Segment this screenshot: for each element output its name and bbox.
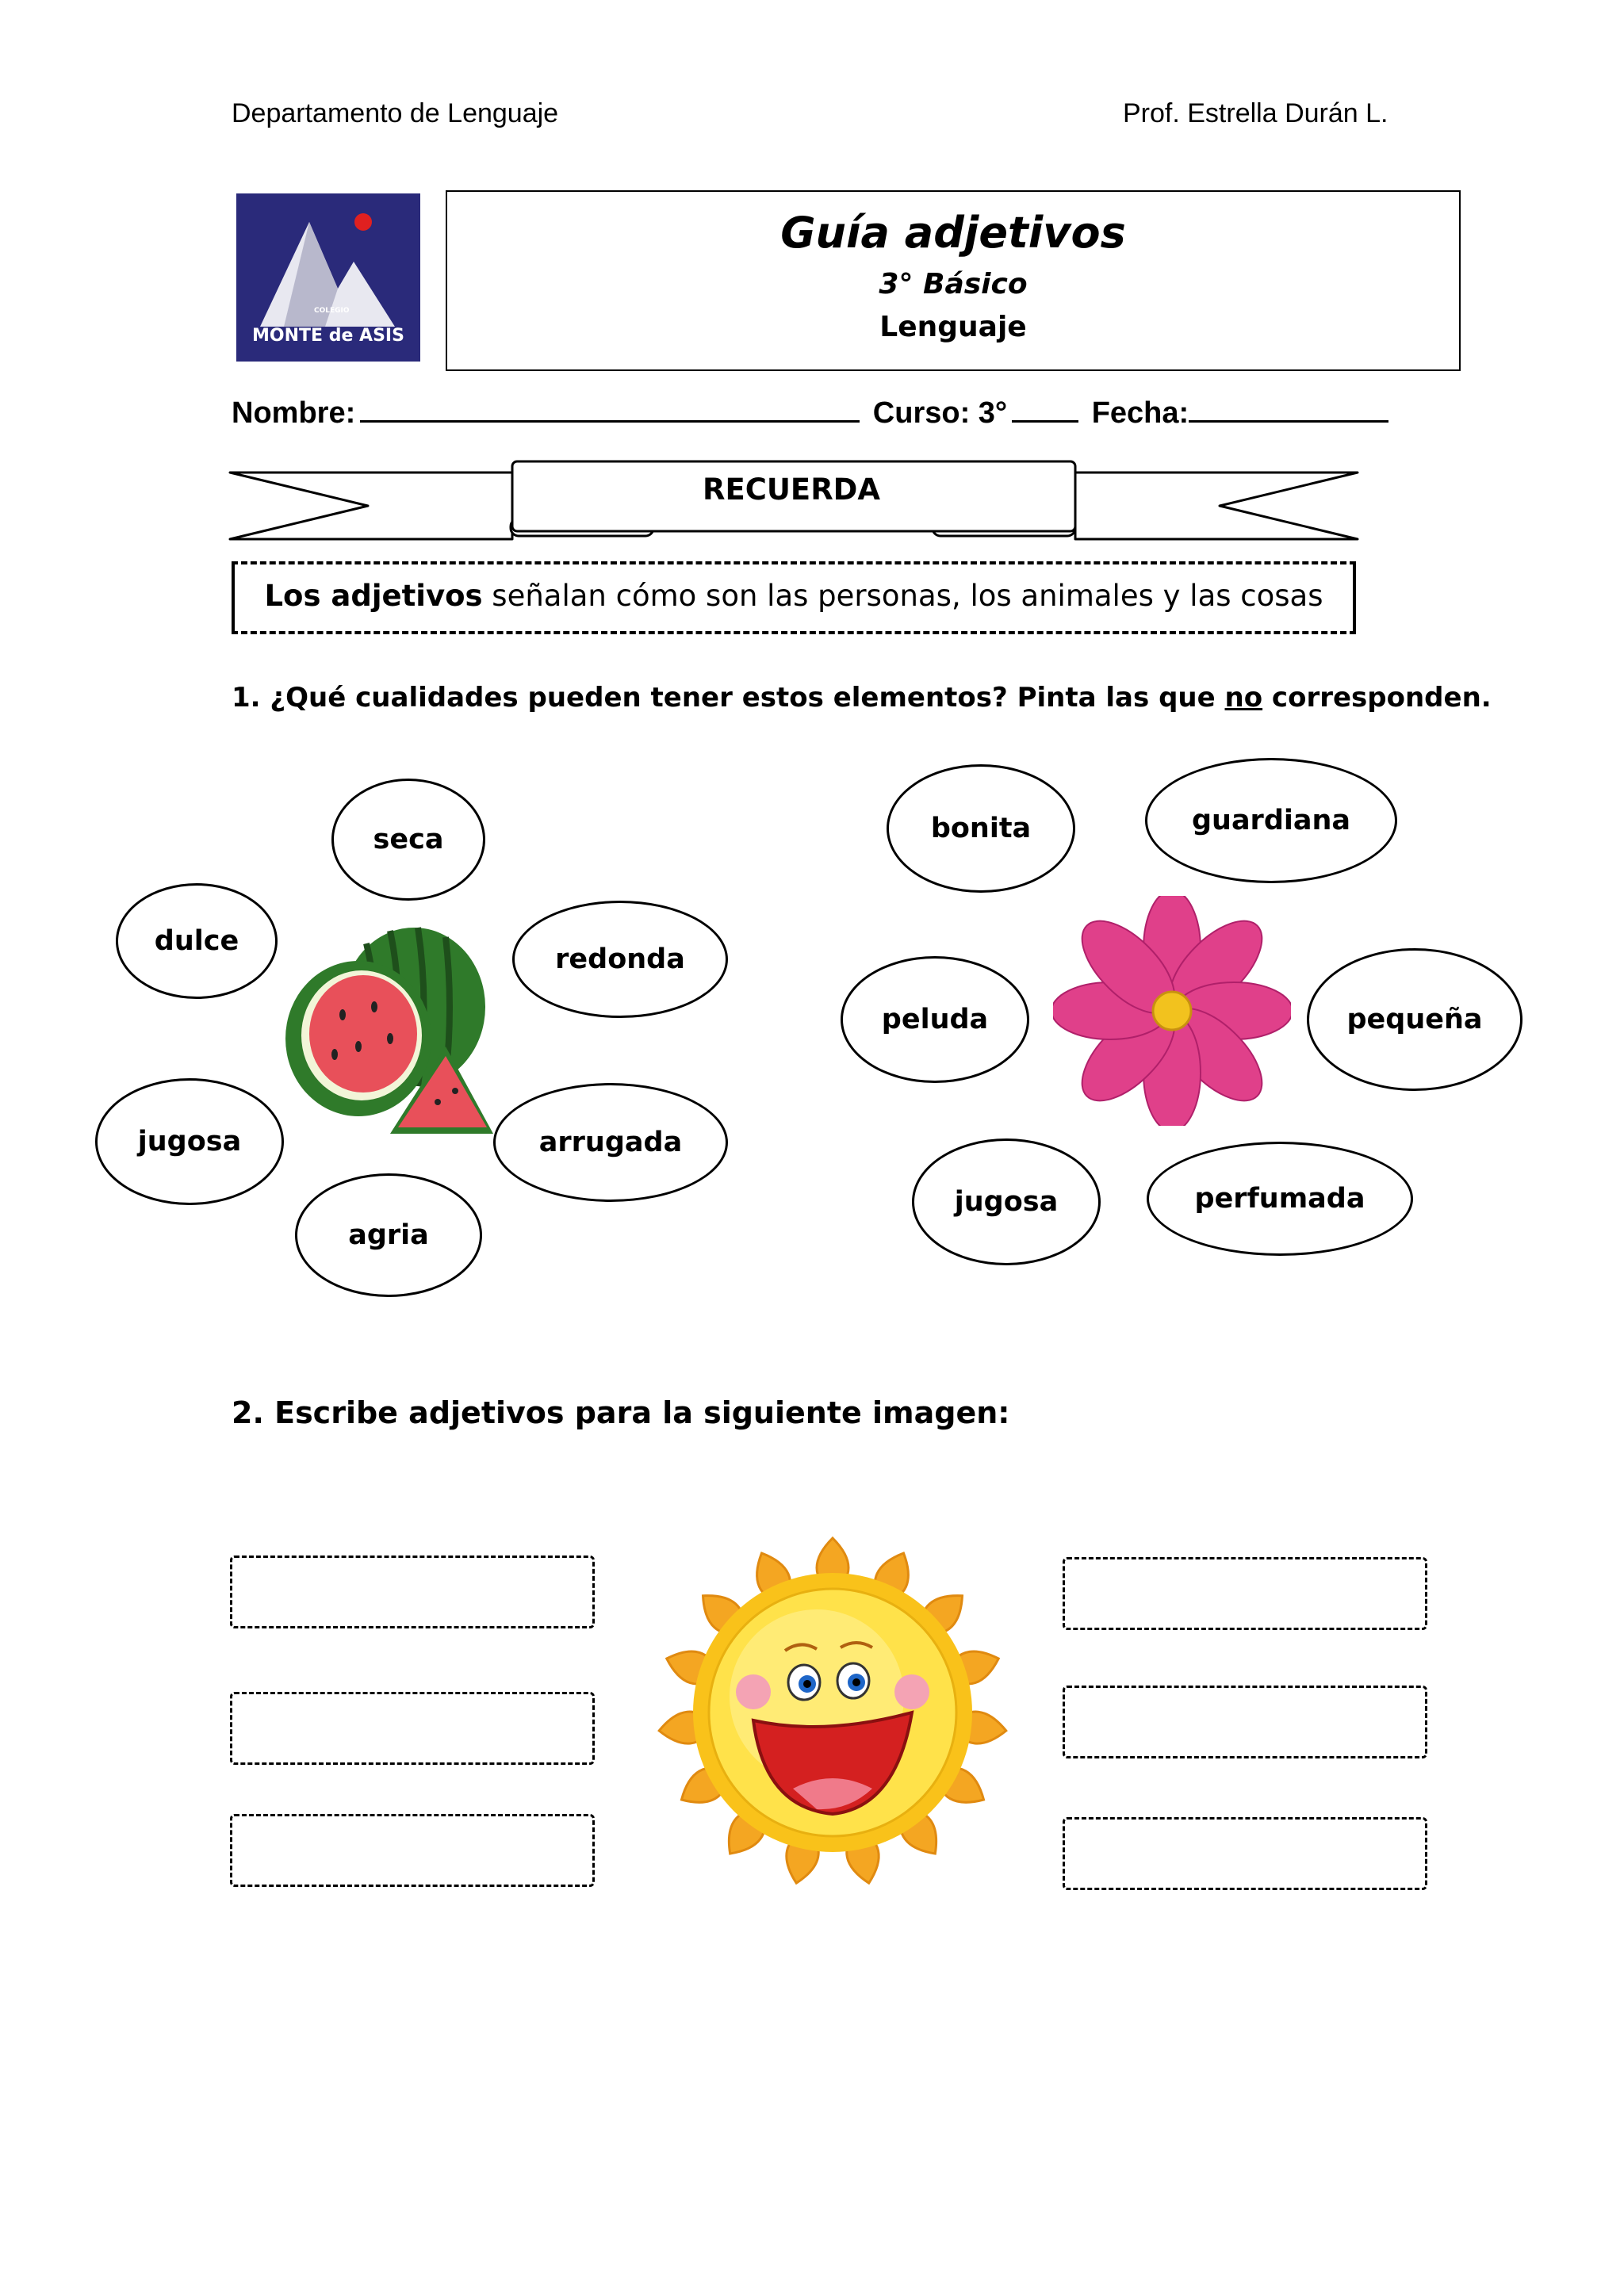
course-label: Curso: 3° [872,396,1008,430]
answer-box-left-2[interactable] [230,1692,595,1765]
watermelon-image [279,920,501,1150]
subject-label: Lenguaje [879,311,1027,343]
grade-label: 3° Básico [879,268,1028,300]
word-oval-bonita[interactable]: bonita [887,764,1075,893]
word-oval-seca[interactable]: seca [331,779,485,901]
worksheet-title: Guía adjetivos [780,208,1126,258]
answer-box-right-3[interactable] [1063,1817,1427,1890]
word-oval-peluda[interactable]: peluda [841,956,1029,1083]
answer-box-left-3[interactable] [230,1814,595,1887]
word-oval-dulce[interactable]: dulce [116,883,278,999]
sun-image [650,1530,1015,1895]
word-oval-arrugada[interactable]: arrugada [493,1083,728,1202]
teacher-label: Prof. Estrella Durán L. [1123,98,1388,128]
department-label: Departamento de Lenguaje [232,98,559,128]
definition-box [232,561,1356,634]
school-logo [236,193,420,362]
course-line[interactable] [1012,419,1078,423]
word-oval-guardiana[interactable]: guardiana [1145,758,1397,883]
date-line[interactable] [1189,419,1388,423]
svg-text:COLEGIO: COLEGIO [314,307,350,315]
question-2: 2. Escribe adjetivos para la siguiente imagen: [232,1395,1010,1430]
word-oval-jugosa[interactable]: jugosa [95,1078,284,1205]
word-oval-pequena[interactable]: pequeña [1307,948,1522,1091]
recuerda-label: RECUERDA [702,473,881,507]
word-oval-redonda[interactable]: redonda [512,901,728,1018]
word-oval-perfumada[interactable]: perfumada [1147,1142,1413,1256]
word-oval-jugosa-flower[interactable]: jugosa [912,1138,1101,1265]
title-box [446,190,1461,371]
date-label: Fecha: [1091,396,1189,430]
word-oval-agria[interactable]: agria [295,1173,482,1297]
answer-box-left-1[interactable] [230,1556,595,1628]
answer-box-right-1[interactable] [1063,1557,1427,1630]
definition-text: Los adjetivos señalan cómo son las personas, los animales y las cosas [264,579,1323,613]
name-label: Nombre: [232,396,356,430]
name-line[interactable] [360,419,860,423]
student-fields [232,396,1393,430]
answer-box-right-2[interactable] [1063,1686,1427,1758]
svg-text:MONTE de ASIS: MONTE de ASIS [252,326,404,346]
flower-image [1053,896,1291,1126]
question-1: 1. ¿Qué cualidades pueden tener estos elementos? Pinta las que no corresponden. [232,682,1492,714]
